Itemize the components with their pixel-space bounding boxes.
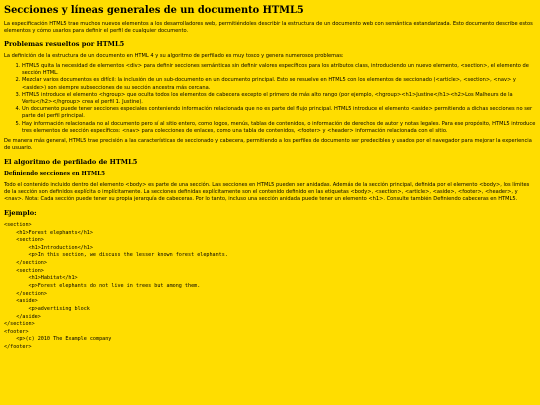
section-heading-algorithm: El algoritmo de perfilado de HTML5 bbox=[4, 157, 138, 166]
intro-paragraph: La especificación HTML5 trae muchos nuevos elementos a los desarrolladores web, permitiéndoles describir la estructura de un documento web con semántica estandarizada. Esto documento describe estos elementos y cómo usarlos para definir el perfil de cualquier documento. bbox=[4, 20, 533, 35]
code-example: <section> <h1>Forest elephants</h1> <section> <h1>Introduction</h1> <p>In this section, we discuss the lesser known forest elephants. </section> <section> <h1>Habitat</h1> <p>Forest elephants do not live in trees but among them. </section> <aside> <p>advertising block </aside> </section> <footer> <p>(c) 2010 The Example company </footer> bbox=[4, 221, 228, 351]
problems-list bbox=[4, 63, 536, 135]
subsection-heading-defining: Definiendo secciones en HTML5 bbox=[4, 170, 106, 177]
list-item: 4. Un documento puede tener secciones especiales conteniendo información relacionada que no es parte del flujo principal. HTML5 introduce el elemento <aside> permitiendo a dichas secciones no ser parte del perfil principal. bbox=[22, 106, 536, 120]
defining-paragraph: Todo el contenido incluido dentro del elemento <body> es parte de una sección. Las secciones en HTML5 pueden ser anidadas. Además de la sección principal, definida por el elemento <body>, los límites de la sección son definidos explícita o implícitamente. La secciones definidas explícitamente son el contenido definido en las etiquetas <body>, <section>, <article>, <aside>, <footer>, <header>, y <nav>. Nota: Cada sección puede tener su propia jerarquía de cabeceras. Por lo tanto, incluso una sección anidada puede tener un elemento <h1>. Consulte también Definiendo cabeceras en HTML5. bbox=[4, 181, 530, 203]
page-title: Secciones y líneas generales de un documento HTML5 bbox=[4, 5, 304, 16]
list-item: 3. HTML5 introduce el elemento <hgroup> que oculta todos los elementos de cabecera excepto el primero de más alto rango (por ejemplo, <hgroup><h1>Justine</h1><h2>Los Malheurs de la Vertu</h2></hgroup> crea el perfil 1. Justine). bbox=[22, 92, 536, 106]
example-heading: Ejemplo: bbox=[4, 208, 37, 217]
list-item: 2. Mezclar varios documentos es difícil: la inclusión de un sub-documento en un documento principal. Esto se resuelve en HTML5 con los elementos de seccionado (<article>, <section>, <nav> y <aside>) son siempre subsecciones de su sección ancestra más cercana. bbox=[22, 77, 536, 91]
problems-intro: La definición de la estructura de un documento en HTML 4 y su algoritmo de perfilado es muy tosco y genera numerosos problemas: bbox=[4, 52, 344, 59]
section-heading-problems: Problemas resueltos por HTML5 bbox=[4, 40, 125, 49]
list-item: 5. Hay información relacionada no al documento pero sí al sitio entero, como logos, menús, tablas de contenidos, o información de derechos de autor y notas legales. Para ese propósito, HTML5 introduce tres elementos de sección específicos: <nav> para colecciones de enlaces, como una tabla de contenidos, <footer> y <header> información relacionada con el sitio. bbox=[22, 121, 536, 135]
problems-closing: De manera más general, HTML5 trae precisión a las características de seccionado y cabecera, permitiendo a los perfiles de documento ser predecibles y usados por el navegador para mejorar la experiencia de usuario. bbox=[4, 138, 532, 152]
list-item: 1. HTML5 quita la necesidad de elementos <div> para definir secciones semánticas sin definir valores específicos para los atributos class, introduciendo un nuevo elemento, <section>, el elemento de sección HTML. bbox=[22, 63, 536, 77]
